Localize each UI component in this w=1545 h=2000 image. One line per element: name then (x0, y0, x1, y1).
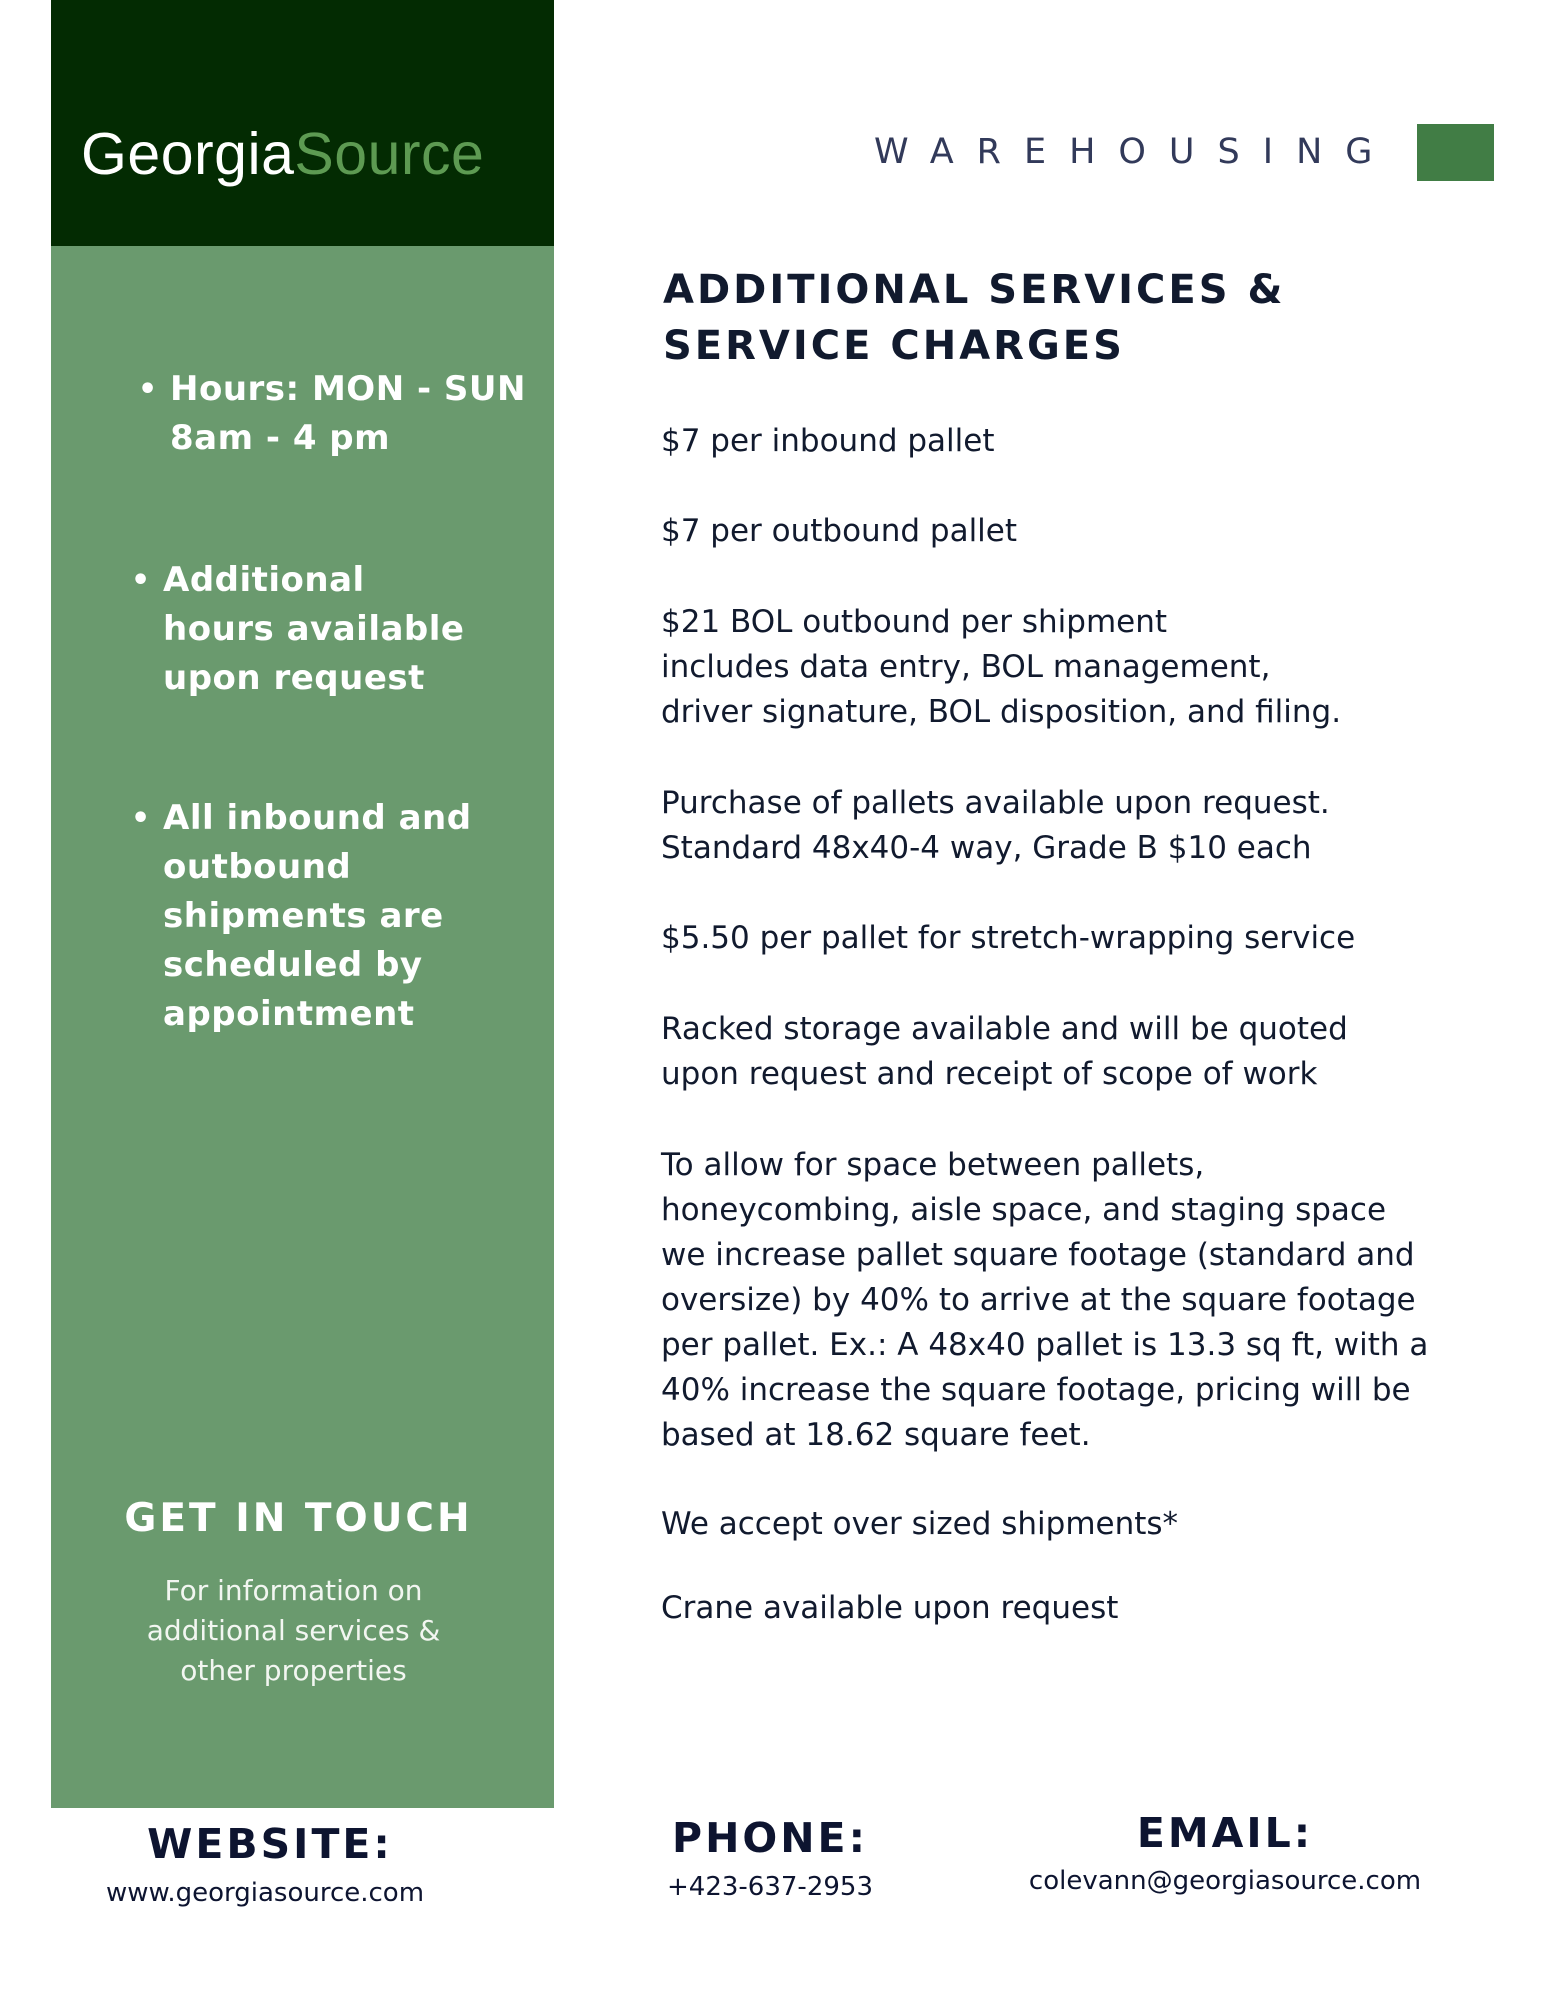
service-line: 40% increase the square footage, pricing will be (661, 1372, 1411, 1408)
bullet-dot-icon: • (131, 563, 151, 598)
service-line: To allow for space between pallets, (661, 1147, 1205, 1183)
bullet-line: All inbound and (163, 798, 472, 838)
service-line: $5.50 per pallet for stretch-wrapping service (661, 920, 1356, 956)
service-bol (661, 600, 1461, 735)
service-line: per pallet. Ex.: A 48x40 pallet is 13.3 sq ft, with a (661, 1327, 1429, 1363)
phone-label: PHONE: (672, 1814, 868, 1862)
service-line: Racked storage available and will be quoted (661, 1011, 1348, 1047)
logo-block (51, 0, 554, 246)
bullet-additional-hours (131, 556, 493, 703)
accent-square (1417, 124, 1494, 181)
service-line: $21 BOL outbound per shipment (661, 604, 1168, 640)
service-pallet-purchase (661, 781, 1461, 871)
touch-line: additional services & (146, 1614, 441, 1647)
bullet-line: scheduled by (163, 945, 423, 985)
service-racked-storage (661, 1007, 1461, 1097)
page-title (663, 262, 1363, 374)
service-line: we increase pallet square footage (standard and (661, 1237, 1415, 1273)
bullet-dot-icon: • (131, 801, 151, 836)
bullet-line: upon request (163, 658, 425, 698)
logo-text-source: Source (294, 121, 485, 187)
bullet-line: Hours: MON - SUN (170, 369, 526, 409)
service-line: based at 18.62 square feet. (661, 1417, 1091, 1453)
service-oversized (661, 1502, 1461, 1547)
service-line: oversize) by 40% to arrive at the square footage (661, 1282, 1416, 1318)
logo-text-georgia: Georgia (81, 121, 295, 187)
service-line: driver signature, BOL disposition, and filing. (661, 694, 1342, 730)
section-label-warehousing: WAREHOUSING (874, 132, 1396, 172)
service-stretch-wrap (661, 916, 1461, 961)
service-line: includes data entry, BOL management, (661, 649, 1271, 685)
touch-line: other properties (180, 1654, 407, 1687)
service-crane (661, 1586, 1461, 1631)
bullet-line: Additional (163, 560, 365, 600)
company-logo (81, 118, 484, 190)
bullet-line: outbound (163, 847, 352, 887)
service-square-footage (661, 1143, 1461, 1458)
title-line: SERVICE CHARGES (663, 323, 1125, 369)
service-outbound-pallet (661, 509, 1461, 554)
service-line: We accept over sized shipments* (661, 1506, 1179, 1542)
email-link[interactable]: colevann@georgiasource.com (1028, 1866, 1422, 1896)
bullet-line: hours available (163, 609, 465, 649)
service-inbound-pallet (661, 419, 1461, 464)
website-link[interactable]: www.georgiasource.com (105, 1878, 425, 1908)
bullet-hours (138, 365, 550, 463)
website-label: WEBSITE: (147, 1820, 393, 1868)
service-line: honeycombing, aisle space, and staging space (661, 1192, 1387, 1228)
service-line: $7 per inbound pallet (661, 423, 995, 459)
service-line: Crane available upon request (661, 1590, 1119, 1626)
title-line: ADDITIONAL SERVICES & (663, 267, 1286, 313)
email-label: EMAIL: (1136, 1809, 1314, 1857)
bullet-line: shipments are (163, 896, 444, 936)
phone-number[interactable]: +423-637-2953 (667, 1872, 873, 1902)
touch-line: For information on (164, 1574, 423, 1607)
service-line: Standard 48x40-4 way, Grade B $10 each (661, 830, 1312, 866)
bullet-appointments (131, 794, 493, 1039)
bullet-line: 8am - 4 pm (170, 418, 391, 458)
service-line: upon request and receipt of scope of work (661, 1056, 1318, 1092)
get-in-touch-heading: GET IN TOUCH (124, 1496, 473, 1541)
sidebar (51, 246, 554, 1808)
bullet-line: appointment (163, 994, 415, 1034)
bullet-dot-icon: • (138, 372, 158, 407)
get-in-touch-text (51, 1571, 536, 1691)
service-line: $7 per outbound pallet (661, 513, 1018, 549)
service-line: Purchase of pallets available upon request. (661, 785, 1330, 821)
